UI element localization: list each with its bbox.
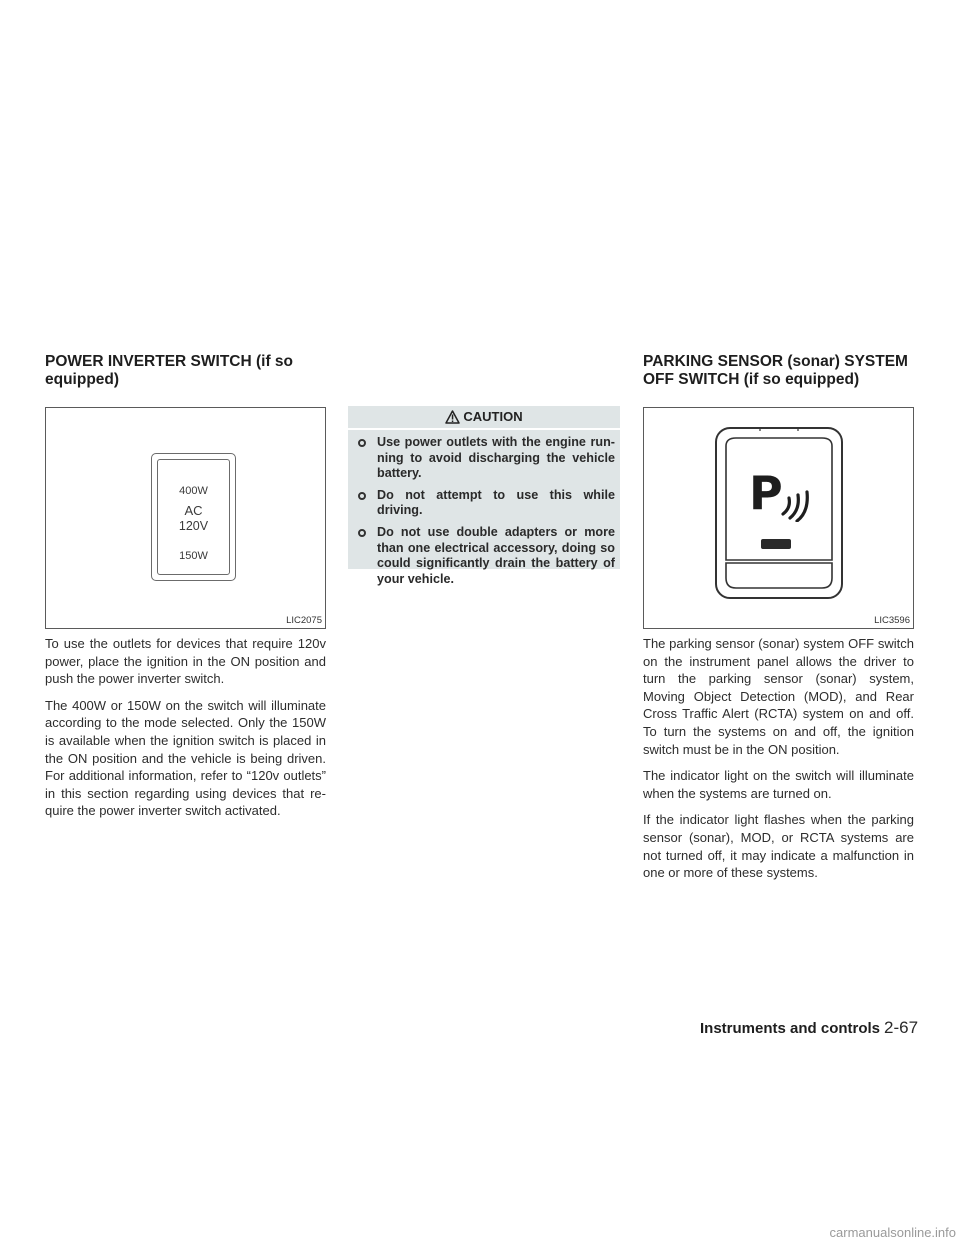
inverter-label-ac: AC bbox=[184, 503, 203, 518]
inverter-label-400w: 400W bbox=[179, 485, 208, 497]
page-number: 2-67 bbox=[884, 1018, 919, 1037]
page-footer bbox=[700, 1018, 919, 1038]
inverter-label-150w: 150W bbox=[179, 550, 208, 562]
paragraph: The parking sensor (sonar) system OFF switch on the instrument panel allows the driver to turn the parking sensor (sonar) system, Moving Object Detection (MOD), and Rear Cross Traffic Alert (RCTA) system on and off. To turn the systems on and off, the ignition switch must be in the ON position. bbox=[643, 636, 914, 757]
parking-p-icon: P bbox=[749, 468, 829, 528]
caution-divider bbox=[348, 428, 620, 430]
paragraph: The indicator light on the switch will illuminate when the systems are turned on. bbox=[643, 768, 914, 801]
section-heading-parking-sensor: PARKING SENSOR (sonar) SYSTEM OFF SWITCH (if so equipped) bbox=[643, 353, 908, 388]
paragraph: The 400W or 150W on the switch will illuminate according to the mode selected. Only the 150W is available when the ignition switch is placed in the ON position and the vehicle is being driven. For additional information, refer to “120v outlets” in this section regarding using devices that require the power inverter switch activated. bbox=[45, 697, 326, 819]
caution-title: CAUTION bbox=[463, 409, 523, 424]
caution-item: Use power outlets with the engine running to avoid discharging the vehicle battery. bbox=[358, 435, 615, 482]
section-heading-power-inverter: POWER INVERTER SWITCH (if so equipped) bbox=[45, 353, 293, 388]
footer-section-title: Instruments and controls bbox=[700, 1020, 881, 1037]
caution-list bbox=[358, 435, 615, 593]
figure-code: LIC3596 bbox=[874, 615, 910, 626]
caution-box bbox=[348, 406, 620, 586]
parking-sensor-switch-figure bbox=[643, 407, 914, 629]
parking-sensor-text bbox=[643, 635, 914, 891]
paragraph: To use the outlets for devices that require 120v power, place the ignition in the ON position and push the power inverter switch. bbox=[45, 636, 326, 687]
inverter-switch-face bbox=[157, 459, 230, 575]
inverter-switch-housing bbox=[151, 453, 236, 581]
power-inverter-switch-figure bbox=[45, 407, 326, 629]
paragraph: If the indicator light flashes when the parking sensor (sonar), MOD, or RCTA systems are not turned off, it may indicate a malfunction in one or more of these systems. bbox=[643, 812, 914, 881]
caution-item: Do not use double adapters or more than one electrical accessory, doing so could significantly drain the battery of your vehicle. bbox=[358, 525, 615, 587]
figure-code: LIC2075 bbox=[286, 615, 322, 626]
power-inverter-text bbox=[45, 635, 326, 829]
watermark: carmanualsonline.info bbox=[829, 1225, 956, 1240]
sonar-waves-icon bbox=[777, 482, 817, 522]
bullet-icon bbox=[358, 529, 366, 537]
warning-triangle-icon bbox=[445, 410, 460, 424]
caution-header bbox=[348, 406, 620, 428]
caution-item: Do not attempt to use this while driving. bbox=[358, 488, 615, 519]
indicator-light-icon bbox=[761, 539, 791, 549]
bullet-icon bbox=[358, 439, 366, 447]
inverter-label-120v: 120V bbox=[178, 519, 209, 533]
bullet-icon bbox=[358, 492, 366, 500]
